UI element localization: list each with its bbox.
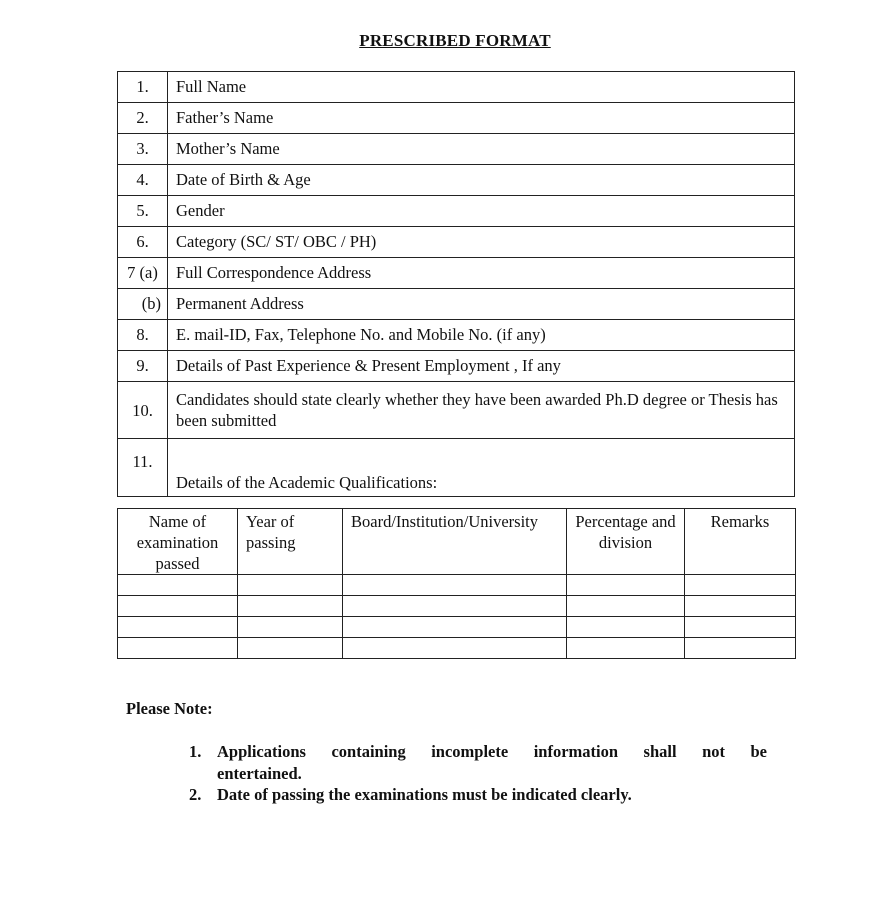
table-row xyxy=(118,617,796,638)
form-row-correspondence-address xyxy=(118,258,795,289)
table-row xyxy=(118,596,796,617)
column-header-percentage: Percentage and division xyxy=(567,509,685,575)
row-label[interactable]: Full Correspondence Address xyxy=(168,258,795,289)
table-cell[interactable] xyxy=(238,575,343,596)
form-row-gender xyxy=(118,196,795,227)
note-number: 1. xyxy=(189,742,202,761)
note-text-line: Applications containing incomplete information shall not be xyxy=(217,742,767,761)
note-item xyxy=(189,784,767,806)
table-cell[interactable] xyxy=(238,596,343,617)
row-number: 11. xyxy=(118,439,168,497)
page-title: PRESCRIBED FORMAT xyxy=(359,31,551,50)
row-number: 10. xyxy=(118,382,168,439)
row-label[interactable]: Father’s Name xyxy=(168,103,795,134)
column-header-year: Year of passing xyxy=(238,509,343,575)
form-row-fathers-name xyxy=(118,103,795,134)
table-cell[interactable] xyxy=(118,617,238,638)
form-row-contact-details xyxy=(118,320,795,351)
note-number: 2. xyxy=(189,785,202,804)
form-row-experience xyxy=(118,351,795,382)
row-label[interactable]: Details of Past Experience & Present Employment , If any xyxy=(168,351,795,382)
row-label[interactable]: E. mail-ID, Fax, Telephone No. and Mobile No. (if any) xyxy=(168,320,795,351)
table-cell[interactable] xyxy=(685,638,796,659)
form-row-mothers-name xyxy=(118,134,795,165)
note-text-line: entertained. xyxy=(217,763,302,783)
row-label: Details of the Academic Qualifications: xyxy=(168,439,795,497)
table-cell[interactable] xyxy=(685,575,796,596)
column-header-examination: Name of examination passed xyxy=(118,509,238,575)
table-cell[interactable] xyxy=(567,596,685,617)
academic-qualifications-table xyxy=(117,508,796,659)
form-row-phd-status xyxy=(118,382,795,439)
row-label[interactable]: Gender xyxy=(168,196,795,227)
table-cell[interactable] xyxy=(567,638,685,659)
column-header-remarks: Remarks xyxy=(685,509,796,575)
row-number: 2. xyxy=(118,103,168,134)
row-number: 5. xyxy=(118,196,168,227)
table-cell[interactable] xyxy=(118,596,238,617)
table-cell[interactable] xyxy=(685,617,796,638)
row-label[interactable]: Date of Birth & Age xyxy=(168,165,795,196)
table-cell[interactable] xyxy=(118,575,238,596)
table-cell[interactable] xyxy=(685,596,796,617)
form-row-permanent-address xyxy=(118,289,795,320)
table-cell[interactable] xyxy=(567,575,685,596)
notes-list xyxy=(189,741,767,806)
form-row-category xyxy=(118,227,795,258)
table-cell[interactable] xyxy=(238,638,343,659)
qualifications-header-row xyxy=(118,509,796,575)
row-number: 7 (a) xyxy=(118,258,168,289)
row-number: 3. xyxy=(118,134,168,165)
table-row xyxy=(118,638,796,659)
form-row-date-of-birth xyxy=(118,165,795,196)
table-cell[interactable] xyxy=(238,617,343,638)
table-cell[interactable] xyxy=(343,638,567,659)
application-form-table xyxy=(117,71,795,497)
notes-heading: Please Note: xyxy=(126,699,213,718)
note-item xyxy=(189,741,767,784)
column-header-board: Board/Institution/University xyxy=(343,509,567,575)
form-row-academic-qualifications xyxy=(118,439,795,497)
row-label[interactable]: Mother’s Name xyxy=(168,134,795,165)
row-number: 8. xyxy=(118,320,168,351)
row-label[interactable]: Permanent Address xyxy=(168,289,795,320)
table-cell[interactable] xyxy=(343,575,567,596)
row-number: 1. xyxy=(118,72,168,103)
form-row-full-name xyxy=(118,72,795,103)
table-cell[interactable] xyxy=(118,638,238,659)
table-row xyxy=(118,575,796,596)
table-cell[interactable] xyxy=(567,617,685,638)
row-number: 9. xyxy=(118,351,168,382)
table-cell[interactable] xyxy=(343,617,567,638)
row-number: 6. xyxy=(118,227,168,258)
row-number: (b) xyxy=(118,289,168,320)
row-label[interactable]: Candidates should state clearly whether they have been awarded Ph.D degree or Thesis has been submitted xyxy=(168,382,795,439)
table-cell[interactable] xyxy=(343,596,567,617)
row-number: 4. xyxy=(118,165,168,196)
row-label[interactable]: Category (SC/ ST/ OBC / PH) xyxy=(168,227,795,258)
note-text: Date of passing the examinations must be indicated clearly. xyxy=(217,785,632,804)
row-label[interactable]: Full Name xyxy=(168,72,795,103)
